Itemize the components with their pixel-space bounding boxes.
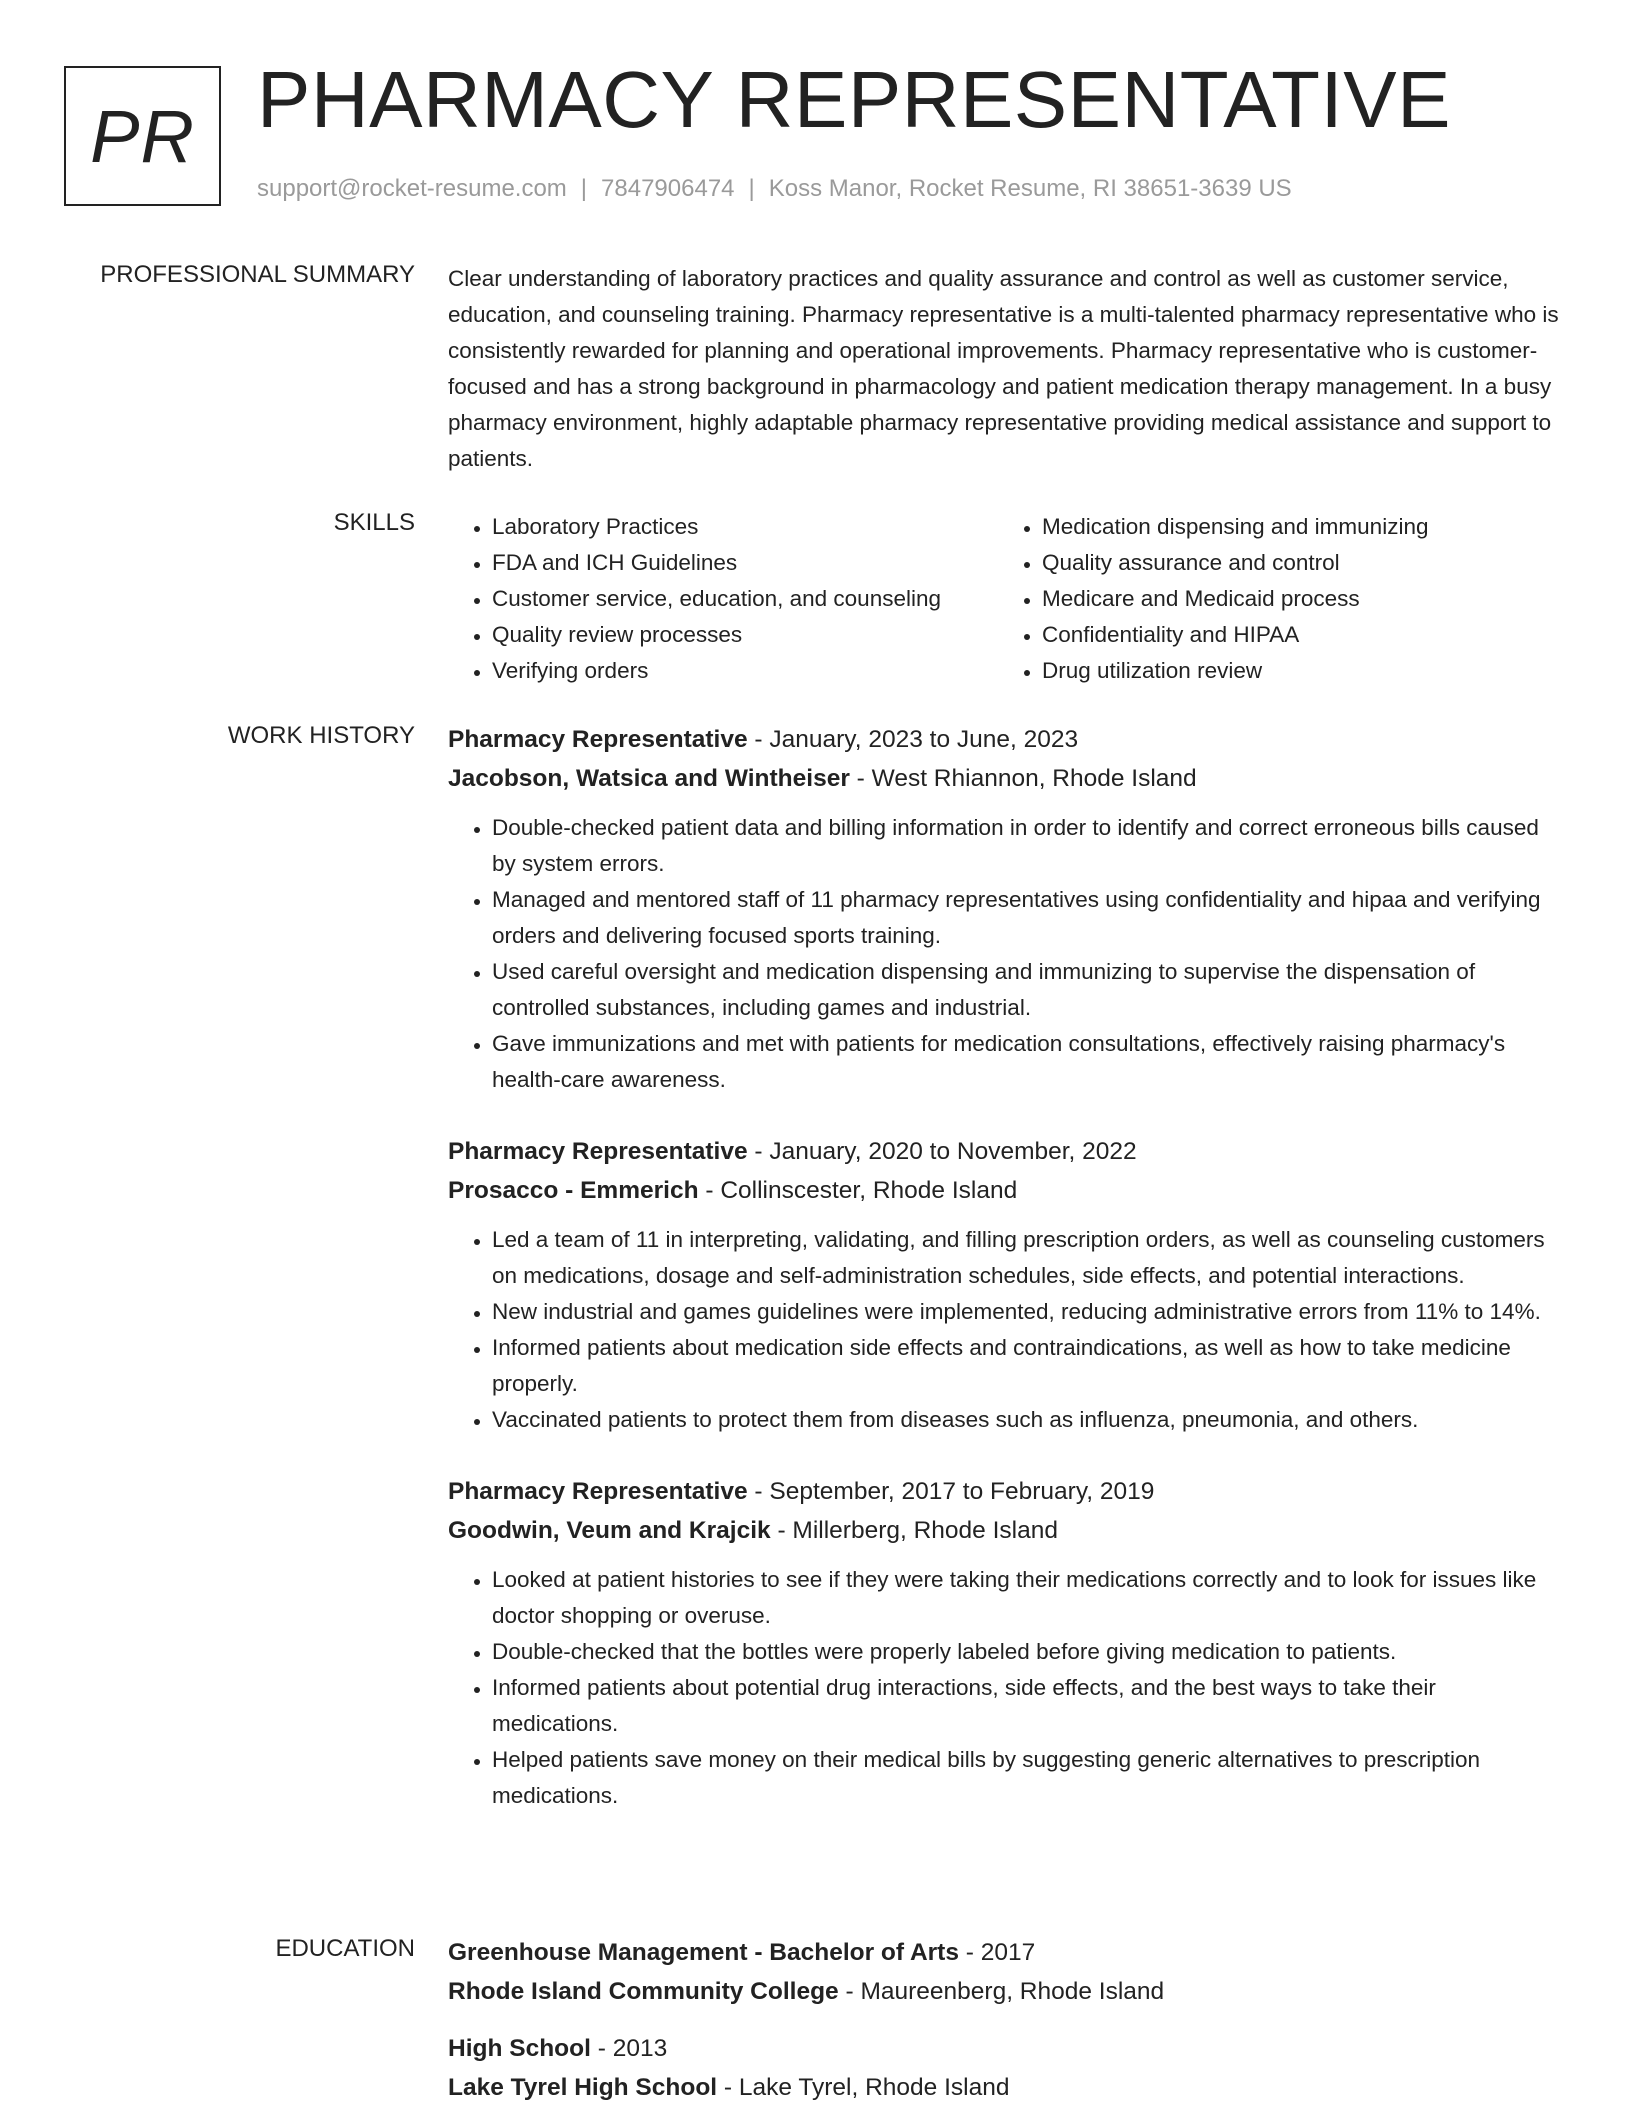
skill-item: • Medicare and Medicaid process [1042, 581, 1548, 617]
contact-line [257, 175, 1292, 203]
education-school: Lake Tyrel High School [448, 2074, 718, 2101]
education-degree-line [448, 2029, 1563, 2068]
education-entry [448, 2029, 1563, 2107]
education-location: - Lake Tyrel, Rhode Island [717, 2074, 1010, 2101]
job-entry [448, 1472, 1563, 1814]
skill-item: • Quality review processes [492, 617, 998, 653]
section-label-education: EDUCATION [275, 1935, 415, 1962]
job-company: Goodwin, Veum and Krajcik [448, 1517, 771, 1544]
job-location: - Collinscester, Rhode Island [698, 1177, 1018, 1204]
summary-text: Clear understanding of laboratory practices and quality assurance and control as well as customer service, education, and counseling training. Pharmacy representative is a multi-talented pharmacy representative who is consistently rewarded for planning and operational improvements. Pharmacy representative who is customer-focused and has a strong background in pharmacology and patient medication therapy management. In a busy pharmacy environment, highly adaptable pharmacy representative providing medical assistance and support to patients. [448, 266, 1559, 471]
job-bullet: • Double-checked that the bottles were properly labeled before giving medication to patients. [492, 1634, 1563, 1670]
skills-grid [448, 509, 1563, 689]
skill-item: • Quality assurance and control [1042, 545, 1548, 581]
skill-item: • Medication dispensing and immunizing [1042, 509, 1548, 545]
education-school-line [448, 2068, 1563, 2107]
job-entry [448, 720, 1563, 1098]
job-bullet: • Informed patients about medication side effects and contraindications, as well as how to take medicine properly. [492, 1330, 1563, 1402]
job-bullet: • Looked at patient histories to see if they were taking their medications correctly and to look for issues like doctor shopping or overuse. [492, 1562, 1563, 1634]
job-company: Prosacco - Emmerich [448, 1177, 699, 1204]
job-bullets [448, 1222, 1563, 1438]
work-body [448, 720, 1563, 1848]
job-bullet: • Helped patients save money on their medical bills by suggesting generic alternatives to prescription medications. [492, 1742, 1563, 1814]
skill-item: • Confidentiality and HIPAA [1042, 617, 1548, 653]
education-school: Rhode Island Community College [448, 1978, 839, 2005]
education-body [448, 1933, 1563, 2125]
job-title-line [448, 720, 1563, 759]
monogram-initials: PR [64, 66, 221, 206]
education-degree: Greenhouse Management - Bachelor of Arts [448, 1939, 959, 1966]
job-dates: - January, 2023 to June, 2023 [747, 726, 1079, 753]
education-year: - 2017 [958, 1939, 1036, 1966]
job-company-line [448, 1511, 1563, 1550]
education-school-line [448, 1972, 1563, 2011]
skill-item: • Drug utilization review [1042, 653, 1548, 689]
job-title-line [448, 1472, 1563, 1511]
contact-address: Koss Manor, Rocket Resume, RI 38651-3639 US [768, 175, 1292, 202]
job-location: - Millerberg, Rhode Island [770, 1517, 1058, 1544]
education-degree: High School [448, 2035, 591, 2062]
education-year: - 2013 [590, 2035, 668, 2062]
skills-list-left [448, 509, 998, 689]
job-bullet: • New industrial and games guidelines were implemented, reducing administrative errors from 11% to 14%. [492, 1294, 1563, 1330]
job-dates: - January, 2020 to November, 2022 [747, 1138, 1137, 1165]
job-bullet: • Informed patients about potential drug interactions, side effects, and the best ways to take their medications. [492, 1670, 1563, 1742]
job-bullets [448, 810, 1563, 1098]
skill-item: • Laboratory Practices [492, 509, 998, 545]
contact-email: support@rocket-resume.com [257, 175, 567, 202]
job-company-line [448, 759, 1563, 798]
education-location: - Maureenberg, Rhode Island [838, 1978, 1165, 2005]
contact-separator: | [748, 175, 755, 202]
section-label-skills: SKILLS [333, 509, 415, 536]
education-degree-line [448, 1933, 1563, 1972]
job-entry [448, 1132, 1563, 1438]
job-title: Pharmacy Representative [448, 1138, 748, 1165]
job-bullet: • Gave immunizations and met with patients for medication consultations, effectively raising pharmacy's health-care awareness. [492, 1026, 1563, 1098]
job-title: Pharmacy Representative [448, 1478, 748, 1505]
resume-title: PHARMACY REPRESENTATIVE [257, 55, 1451, 144]
section-label-work: WORK HISTORY [227, 722, 415, 749]
skill-item: • Verifying orders [492, 653, 998, 689]
job-location: - West Rhiannon, Rhode Island [849, 765, 1197, 792]
skill-item: • Customer service, education, and counseling [492, 581, 998, 617]
job-company-line [448, 1171, 1563, 1210]
education-entry [448, 1933, 1563, 2011]
section-label-summary: PROFESSIONAL SUMMARY [100, 261, 415, 288]
summary-body [448, 261, 1563, 477]
contact-separator: | [580, 175, 588, 202]
job-bullet: • Led a team of 11 in interpreting, validating, and filling prescription orders, as well as counseling customers on medications, dosage and self-administration schedules, side effects, and potential interactions. [492, 1222, 1563, 1294]
job-bullet: • Managed and mentored staff of 11 pharmacy representatives using confidentiality and hipaa and verifying orders and delivering focused sports training. [492, 882, 1563, 954]
job-bullets [448, 1562, 1563, 1814]
job-title-line [448, 1132, 1563, 1171]
job-dates: - September, 2017 to February, 2019 [747, 1478, 1155, 1505]
job-company: Jacobson, Watsica and Wintheiser [448, 765, 850, 792]
job-bullet: • Double-checked patient data and billing information in order to identify and correct erroneous bills caused by system errors. [492, 810, 1563, 882]
skills-list-right [998, 509, 1548, 689]
job-title: Pharmacy Representative [448, 726, 748, 753]
contact-phone: 7847906474 [601, 175, 735, 202]
job-bullet: • Vaccinated patients to protect them from diseases such as influenza, pneumonia, and others. [492, 1402, 1563, 1438]
job-bullet: • Used careful oversight and medication dispensing and immunizing to supervise the dispensation of controlled substances, including games and industrial. [492, 954, 1563, 1026]
skill-item: • FDA and ICH Guidelines [492, 545, 998, 581]
